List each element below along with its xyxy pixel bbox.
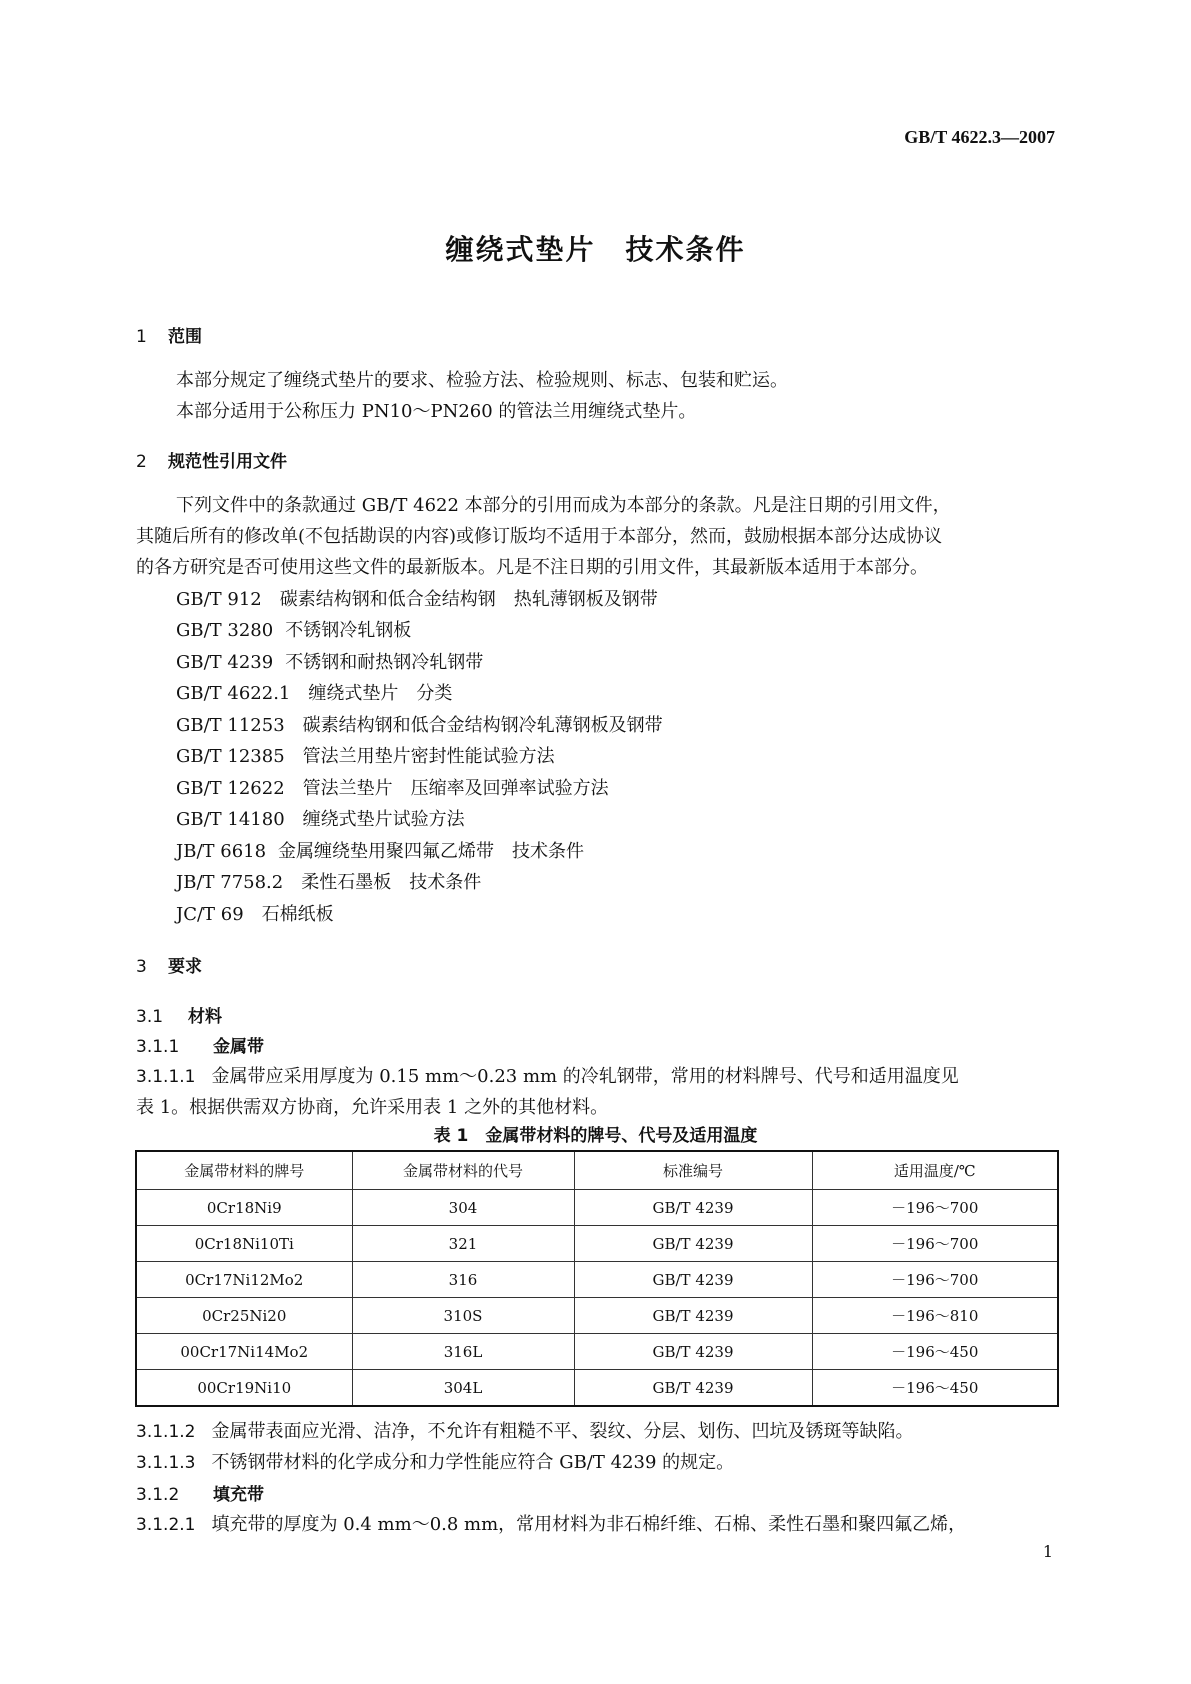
reference-code: JB/T 7758.2: [176, 872, 284, 893]
reference-code: GB/T 3280: [176, 620, 274, 641]
table-cell: 321: [352, 1226, 574, 1262]
table-cell: 304: [352, 1190, 574, 1226]
table-cell: GB/T 4239: [574, 1262, 812, 1298]
table-cell: GB/T 4239: [574, 1370, 812, 1407]
clause-number: 3.1.2.1: [136, 1515, 196, 1535]
reference-code: GB/T 14180: [176, 809, 285, 830]
reference-code: GB/T 4239: [176, 652, 274, 673]
reference-item: [176, 742, 555, 768]
document-title: 缠绕式垫片 技术条件: [445, 233, 746, 266]
section-title: 金属带: [213, 1037, 264, 1057]
section-number: 3.1: [136, 1007, 164, 1027]
table-cell: －196～450: [812, 1370, 1058, 1407]
table-cell: 316: [352, 1262, 574, 1298]
reference-title: 石棉纸板: [261, 904, 334, 925]
column-header: 适用温度/℃: [812, 1151, 1058, 1190]
column-header: 金属带材料的代号: [352, 1151, 574, 1190]
table-cell: GB/T 4239: [574, 1298, 812, 1334]
section-number: 2: [136, 452, 147, 472]
table-cell: 316L: [352, 1334, 574, 1370]
table-cell: 304L: [352, 1370, 574, 1407]
table-cell: 310S: [352, 1298, 574, 1334]
section-title: 材料: [188, 1007, 222, 1027]
section-number: 1: [136, 327, 147, 347]
standard-number: GB/T 4622.3—2007: [904, 127, 1055, 147]
table-cell: －196～700: [812, 1262, 1058, 1298]
reference-code: JC/T 69: [176, 904, 244, 925]
reference-item: [176, 805, 465, 831]
section-number: 3: [136, 957, 147, 977]
clause-3-1-1-3: [136, 1448, 734, 1474]
reference-item: [176, 774, 609, 800]
reference-item: [176, 679, 452, 705]
section-2-intro-line-1: 下列文件中的条款通过 GB/T 4622 本部分的引用而成为本部分的条款。凡是注日期的引用文件，: [176, 495, 951, 516]
table-row: [136, 1370, 1058, 1407]
table-cell: 0Cr25Ni20: [136, 1298, 352, 1334]
clause-3-1-2-1: [136, 1510, 966, 1536]
reference-title: 碳素结构钢和低合金结构钢 热轧薄钢板及钢带: [279, 589, 658, 610]
table-row: [136, 1190, 1058, 1226]
clause-text: 填充带的厚度为 0.4 mm～0.8 mm，常用材料为非石棉纤维、石棉、柔性石墨和聚四氟乙烯，: [211, 1514, 967, 1535]
clause-number: 3.1.1.2: [136, 1422, 196, 1442]
table-cell: －196～700: [812, 1226, 1058, 1262]
table-row: [136, 1298, 1058, 1334]
reference-item: [176, 837, 584, 863]
clause-text: 金属带应采用厚度为 0.15 mm～0.23 mm 的冷轧钢带，常用的材料牌号、代号和适用温度见: [211, 1066, 959, 1087]
column-header: 标准编号: [574, 1151, 812, 1190]
table-cell: －196～810: [812, 1298, 1058, 1334]
reference-item: [176, 868, 481, 894]
table-cell: －196～700: [812, 1190, 1058, 1226]
reference-item: [176, 711, 663, 737]
reference-code: GB/T 912: [176, 589, 262, 610]
reference-title: 缠绕式垫片试验方法: [302, 809, 465, 830]
clause-3-1-1-1-line-1: [136, 1062, 959, 1088]
table-cell: GB/T 4239: [574, 1190, 812, 1226]
materials-table: [135, 1150, 1059, 1407]
reference-code: JB/T 6618: [176, 841, 267, 862]
reference-title: 管法兰用垫片密封性能试验方法: [302, 746, 555, 767]
reference-code: GB/T 4622.1: [176, 683, 291, 704]
section-1-paragraph-1: 本部分规定了缠绕式垫片的要求、检验方法、检验规则、标志、包装和贮运。: [176, 370, 788, 391]
table-row: [136, 1334, 1058, 1370]
reference-item: [176, 648, 483, 674]
section-1-paragraph-2: 本部分适用于公称压力 PN10～PN260 的管法兰用缠绕式垫片。: [176, 401, 697, 422]
section-number: 3.1.2: [136, 1485, 180, 1505]
reference-title: 管法兰垫片 压缩率及回弹率试验方法: [302, 778, 609, 799]
section-3-1-2-heading: [136, 1480, 264, 1505]
table-cell: GB/T 4239: [574, 1334, 812, 1370]
reference-code: GB/T 11253: [176, 715, 285, 736]
table-cell: 00Cr17Ni14Mo2: [136, 1334, 352, 1370]
table-caption: 表 1 金属带材料的牌号、代号及适用温度: [433, 1126, 758, 1146]
reference-code: GB/T 12622: [176, 778, 285, 799]
reference-title: 金属缠绕垫用聚四氟乙烯带 技术条件: [278, 841, 585, 862]
section-2-intro-line-2: 其随后所有的修改单(不包括勘误的内容)或修订版均不适用于本部分，然而，鼓励根据本部分达成协议: [136, 526, 943, 547]
table-header-row: [136, 1151, 1058, 1190]
clause-3-1-1-2: [136, 1417, 913, 1443]
clause-text: 不锈钢带材料的化学成分和力学性能应符合 GB/T 4239 的规定。: [211, 1452, 735, 1473]
reference-item: [176, 585, 658, 611]
table-cell: 0Cr18Ni10Ti: [136, 1226, 352, 1262]
reference-item: [176, 616, 411, 642]
section-3-heading: [136, 952, 202, 977]
section-title: 填充带: [213, 1485, 264, 1505]
clause-number: 3.1.1.1: [136, 1067, 196, 1087]
clause-text: 金属带表面应光滑、洁净，不允许有粗糙不平、裂纹、分层、划伤、凹坑及锈斑等缺陷。: [211, 1421, 914, 1442]
column-header: 金属带材料的牌号: [136, 1151, 352, 1190]
section-title: 要求: [168, 957, 202, 977]
section-3-1-heading: [136, 1002, 222, 1027]
table-cell: 0Cr17Ni12Mo2: [136, 1262, 352, 1298]
reference-title: 不锈钢和耐热钢冷轧钢带: [285, 652, 484, 673]
clause-3-1-1-1-line-2: 表 1。根据供需双方协商，允许采用表 1 之外的其他材料。: [136, 1097, 609, 1118]
reference-item: [176, 900, 334, 926]
section-3-1-1-heading: [136, 1032, 264, 1057]
reference-title: 不锈钢冷轧钢板: [285, 620, 412, 641]
table-cell: 00Cr19Ni10: [136, 1370, 352, 1407]
section-2-heading: [136, 447, 287, 472]
table-row: [136, 1226, 1058, 1262]
section-title: 范围: [168, 327, 202, 347]
reference-title: 缠绕式垫片 分类: [308, 683, 453, 704]
section-2-intro-line-3: 的各方研究是否可使用这些文件的最新版本。凡是不注日期的引用文件，其最新版本适用于本部分。: [136, 557, 928, 578]
reference-title: 柔性石墨板 技术条件: [301, 872, 482, 893]
page-number: 1: [1042, 1542, 1053, 1561]
section-number: 3.1.1: [136, 1037, 180, 1057]
section-1-heading: [136, 322, 202, 347]
reference-code: GB/T 12385: [176, 746, 285, 767]
table-cell: －196～450: [812, 1334, 1058, 1370]
table-cell: 0Cr18Ni9: [136, 1190, 352, 1226]
table-cell: GB/T 4239: [574, 1226, 812, 1262]
clause-number: 3.1.1.3: [136, 1453, 196, 1473]
section-title: 规范性引用文件: [168, 452, 287, 472]
reference-title: 碳素结构钢和低合金结构钢冷轧薄钢板及钢带: [302, 715, 663, 736]
table-row: [136, 1262, 1058, 1298]
